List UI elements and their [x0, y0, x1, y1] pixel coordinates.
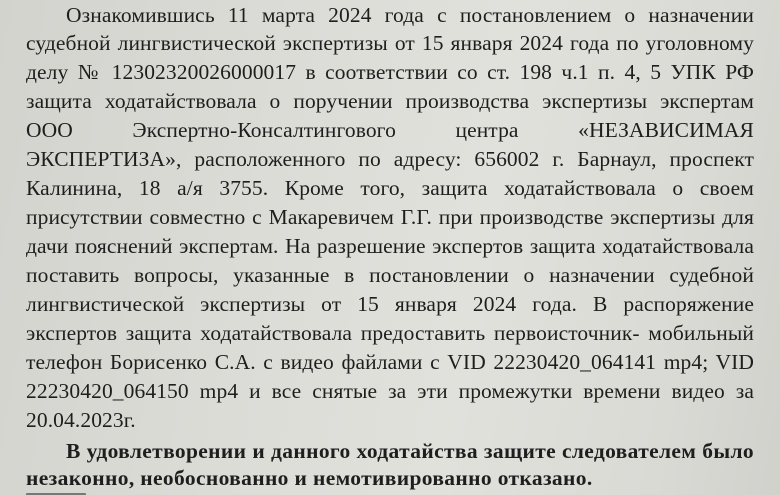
- paragraph-line-4: защита ходатайствовала о поручении производства экспертизы экспертам: [26, 89, 754, 113]
- bold-paragraph-line-1: В удовлетворении и данного ходатайства защите следователем было: [66, 439, 754, 463]
- paragraph-line-8: присутствии совместно с Макаревичем Г.Г. при производстве экспертизы для: [26, 205, 754, 229]
- paragraph-line-12: экспертов защита ходатайствовала предоставить первоисточник- мобильный: [26, 321, 754, 345]
- paragraph-line-14: 22230420_064150 mp4 и все снятые за эти промежутки времени видео за: [26, 379, 754, 403]
- bold-paragraph-line-2: незаконно, необоснованно и немотивированно отказано.: [26, 466, 593, 490]
- paragraph-line-13: телефон Борисенко С.А. с видео файлами с VID 22230420_064141 mp4; VID: [26, 350, 754, 374]
- paragraph-line-11: лингвистической экспертизы от 15 января 2024 года. В распоряжение: [26, 292, 754, 316]
- paragraph-line-10: поставить вопросы, указанные в постановлении о назначении судебной: [26, 263, 754, 287]
- paragraph-line-2: судебной лингвистической экспертизы от 15 января 2024 года по уголовному: [26, 31, 754, 55]
- paragraph-line-5: ООО Экспертно-Консалтингового центра «НЕЗАВИСИМАЯ: [26, 118, 754, 142]
- paragraph-line-7: Калинина, 18 а/я 3755. Кроме того, защита ходатайствовала о своем: [26, 176, 754, 200]
- cropped-next-line: [26, 484, 326, 495]
- paragraph-line-1: Ознакомившись 11 марта 2024 года с постановлением о назначении: [66, 3, 754, 27]
- paragraph-line-6: ЭКСПЕРТИЗА», расположенного по адресу: 656002 г. Барнаул, проспект: [26, 147, 754, 171]
- paragraph-line-3: делу № 12302320026000017 в соответствии со ст. 198 ч.1 п. 4, 5 УПК РФ: [26, 60, 754, 84]
- paragraph-line-9: дачи пояснений экспертам. На разрешение экспертов защита ходатайствовала: [26, 234, 754, 258]
- paragraph-line-15: 20.04.2023г.: [26, 408, 136, 432]
